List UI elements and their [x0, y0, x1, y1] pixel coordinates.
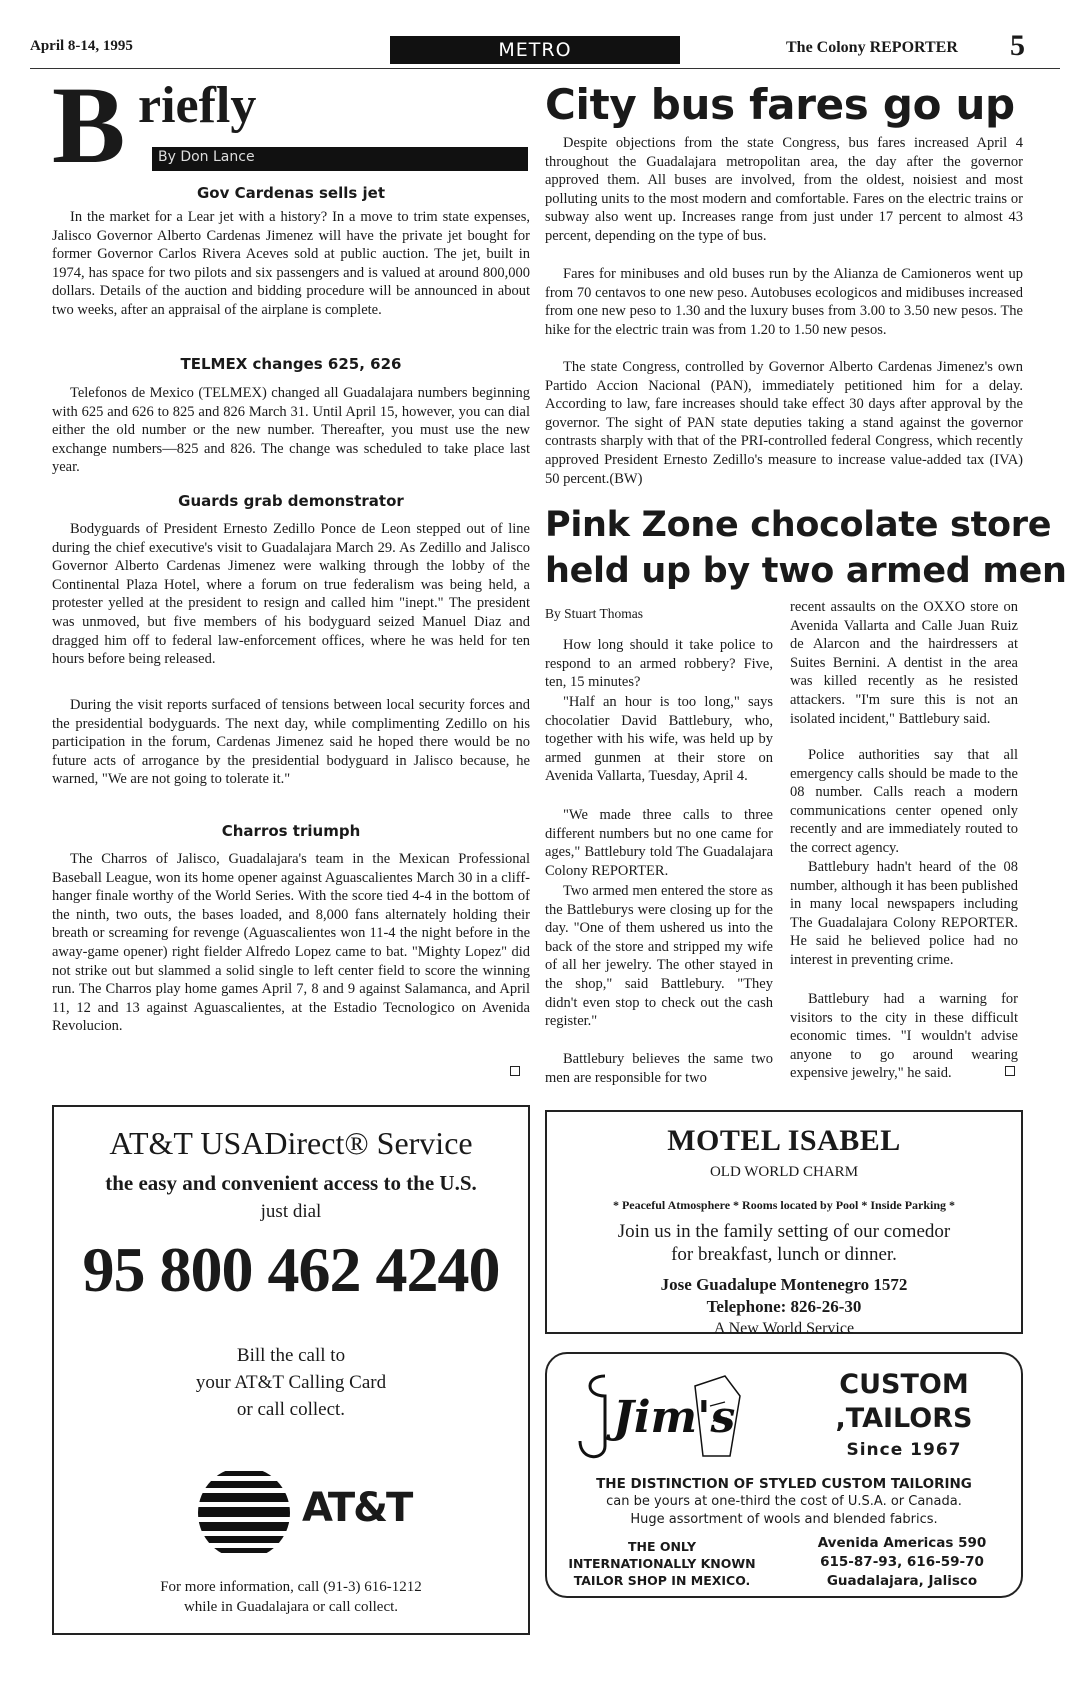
- brief-guards-paragraph-2: During the visit reports surfaced of tensions between local security forces and the presidential bodyguards. The next day, while complimenting Zedillo on his participation in the forum, Cardenas Jimenez said he hoped there would be no future acts of arrogance by the presidential bodyguard in Jalisco because, he warned, "We are not going to tolerate it.": [52, 697, 530, 788]
- att-globe-logo-icon: [194, 1463, 294, 1563]
- motel-slogan: OLD WORLD CHARM: [709, 1164, 859, 1180]
- att-ad-billing-line-3: or call collect.: [236, 1399, 346, 1420]
- jims-fabrics-note: Huge assortment of wools and blended fabrics.: [630, 1512, 938, 1527]
- jims-only-line-2: INTERNATIONALLY KNOWN: [568, 1556, 756, 1571]
- motel-features: * Peaceful Atmosphere * Rooms located by Pool * Inside Parking *: [612, 1198, 956, 1212]
- pink-col1-paragraph-3: "We made three calls to three different numbers but no one came for ages," Battlebury told The Guadalajara Colony REPORTER.: [545, 807, 773, 879]
- att-ad-billing: [54, 1342, 528, 1423]
- att-ad-dial-label: just dial: [260, 1201, 322, 1222]
- brief-telmex-paragraph: Telefonos de Mexico (TELMEX) changed all Guadalajara numbers beginning with 625 and 626 to 825 and 826 March 31. Until April 15, however, you can dial either the old number or the new number. Thereafter, you must use the new exchange numbers—825 and 826. The change was scheduled to take place last year.: [52, 385, 530, 476]
- jims-logo-text: Jim's: [613, 1392, 736, 1443]
- motel-name: MOTEL ISABEL: [667, 1124, 901, 1157]
- pink-zone-byline: By Stuart Thomas: [545, 606, 644, 621]
- brief-heading-jet: Gov Cardenas sells jet: [196, 184, 386, 202]
- motel-address: Jose Guadalupe Montenegro 1572: [660, 1275, 908, 1294]
- briefly-byline: By Don Lance: [158, 149, 255, 165]
- pink-col1-paragraph-1: How long should it take police to respond to an armed robbery? Five, ten, 15 minutes?: [545, 637, 773, 691]
- att-usadirect-ad: [52, 1105, 530, 1635]
- jims-cost-note: can be yours at one-third the cost of U.S.A. or Canada.: [606, 1494, 962, 1509]
- jims-phones: 615-87-93, 616-59-70: [820, 1554, 984, 1570]
- brief-jet-paragraph: In the market for a Lear jet with a history? In a move to trim state expenses, Jalisco Governor Alberto Cardenas Jimenez will have the private jet bought for former Governor Carlos Rivera Aceves sold at public auction. The jet, built in 1974, has space for two pilots and six passengers and is valued at around 800,000 dollars. Details of the auction and bidding procedure will be announced in about two weeks, after an appraisal of the airplane is complete.: [52, 209, 530, 318]
- pink-zone-headline: [545, 502, 1067, 594]
- header-rule: [30, 68, 1060, 69]
- pink-col1-paragraph-4: Two armed men entered the store as the Battleburys were closing up for the day. "One of them ushered us into the back of the store and stripped my wife of all her jewelry. The other stayed in the shop," said Battlebury. "They didn't even stop to check out the cash register.": [545, 883, 773, 1030]
- briefly-title: riefly: [138, 77, 257, 134]
- pink-col2-paragraph-2: Police authorities say that all emergency calls should be made to the 08 number. Calls reach a modern communications center opened only recently and are immediately routed to the correct agency.: [790, 747, 1018, 856]
- brief-guards-paragraph-1: Bodyguards of President Ernesto Zedillo Ponce de Leon stepped out of line during the chief executive's visit to Guadalajara March 29. As Zedillo and Jalisco Governor Alberto Cardenas Jimenez were walking through the lobby of the Continental Plaza Hotel, where a forum on true federalism was being held, a protester yelled at the president to resign and called him "inept." The president was unmoved, but five members of his bodyguard seized Manuel Diaz and dragged him off to federal law-enforcement offices, where he was held for ten hours before being released.: [52, 521, 530, 668]
- att-ad-title: AT&T USADirect® Service: [109, 1125, 473, 1161]
- bus-paragraph-3: The state Congress, controlled by Governor Alberto Cardenas Jimenez's own Partido Accion Nacional (PAN), immediately petitioned him for a delay. According to law, fare increases should take effect 30 days after approval by the governor. The sight of PAN state deputies taking a stand against the governor contrasts sharply with that of the PRI-controlled federal Congress, which recently approved President Ernesto Zedillo's measure to increase value-added tax (IVA) 50 percent.(BW): [545, 359, 1023, 487]
- briefly-byline-bar: [152, 147, 528, 171]
- brief-heading-charros: Charros triumph: [221, 822, 361, 840]
- bus-fares-headline: City bus fares go up: [545, 80, 1015, 129]
- briefly-drop-cap: B: [52, 64, 126, 186]
- pink-col1-paragraph-2: "Half an hour is too long," says chocolatier David Battlebury, who, together with his wife, was held up by armed gunmen at their store on Avenida Vallarta, Tuesday, April 4.: [545, 694, 773, 785]
- motel-invitation-line-2: for breakfast, lunch or dinner.: [671, 1244, 897, 1265]
- jims-tailors-ad: [545, 1352, 1023, 1598]
- att-brand-logo: AT&T: [302, 1485, 412, 1531]
- jims-only-line-1: THE ONLY: [627, 1539, 697, 1554]
- jims-address-line-1: Avenida Americas 590: [817, 1535, 987, 1551]
- att-ad-info-line-1: For more information, call (91-3) 616-1212: [160, 1579, 422, 1595]
- section-banner: METRO: [390, 36, 680, 64]
- motel-isabel-ad: [545, 1110, 1023, 1337]
- newspaper-name: The Colony REPORTER: [786, 39, 958, 56]
- pink-zone-headline-line-2: held up by two armed men: [545, 551, 1067, 591]
- motel-invitation: [547, 1220, 1021, 1266]
- att-ad-info: [54, 1577, 528, 1617]
- motel-phone: Telephone: 826-26-30: [706, 1297, 862, 1316]
- att-ad-info-line-2: while in Guadalajara or call collect.: [183, 1599, 399, 1615]
- att-ad-billing-line-2: your AT&T Calling Card: [195, 1372, 387, 1393]
- issue-date: April 8-14, 1995: [30, 38, 133, 54]
- jims-logo-icon: [565, 1366, 795, 1466]
- end-mark-icon: [510, 1066, 520, 1076]
- jims-only-shop: [557, 1538, 767, 1589]
- jims-since: Since 1967: [846, 1440, 962, 1460]
- motel-contact: [547, 1274, 1021, 1318]
- jims-city: Guadalajara, Jalisco: [826, 1573, 978, 1589]
- att-ad-tagline: the easy and convenient access to the U.S.: [105, 1171, 477, 1195]
- jims-distinction: THE DISTINCTION OF STYLED CUSTOM TAILORING: [596, 1476, 972, 1492]
- jims-address: [787, 1534, 1017, 1591]
- bus-paragraph-1: Despite objections from the state Congress, bus fares increased April 4 throughout the Guadalajara metropolitan area, the day after the governor approved them. All buses are involved, from the oldest, noisiest and most polluting units to the most modern and comfortable. Fares on the electric trains or subway also went up. Increases range from just under 17 percent to almost 43 percent, depending on the type of bus.: [545, 135, 1023, 244]
- jims-custom-tailors: [809, 1368, 999, 1436]
- pink-col2-paragraph-3: Battlebury hadn't heard of the 08 number, although it has been published in many local newspapers including The Guadalajara Colony REPORTER. He said he believed police had no interest in preventing crime.: [790, 859, 1018, 968]
- jims-only-line-3: TAILOR SHOP IN MEXICO.: [573, 1573, 751, 1588]
- pink-col1-paragraph-5: Battlebury believes the same two men are responsible for two: [545, 1051, 773, 1086]
- end-mark-icon: [1005, 1066, 1015, 1076]
- att-ad-phone-number: 95 800 462 4240: [82, 1234, 500, 1305]
- pink-zone-headline-line-1: Pink Zone chocolate store: [545, 505, 1052, 545]
- pink-col2-paragraph-4: Battlebury had a warning for visitors to the city in these difficult economic times. "I wouldn't advise anyone to go around wearing expensive jewelry," he said.: [790, 991, 1018, 1082]
- jims-custom-label: CUSTOM: [839, 1369, 969, 1400]
- att-ad-billing-line-1: Bill the call to: [236, 1345, 346, 1366]
- brief-heading-telmex: TELMEX changes 625, 626: [180, 355, 402, 373]
- pink-col2-paragraph-1: recent assaults on the OXXO store on Avenida Vallarta and Calle Juan Ruiz de Alarcon and the hairdressers at Suites Bernini. A dentist in the area was killed recently as he resisted attackers. "I'm sure this is not an isolated incident," Battlebury said.: [790, 599, 1018, 727]
- jims-tailors-label: ,TAILORS: [835, 1403, 973, 1434]
- motel-invitation-line-1: Join us in the family setting of our comedor: [617, 1221, 951, 1242]
- bus-paragraph-2: Fares for minibuses and old buses run by the Alianza de Camioneros went up from 70 centavos to one new peso. Autobuses ecologicos and midibuses increased from one new peso to 1.30 and the luxury buses from 3.00 to 3.50 new pesos. The hike for the electric train was from 1.20 to 1.50 new pesos.: [545, 266, 1023, 338]
- motel-service-tagline: A New World Service: [713, 1320, 855, 1337]
- page-number: 5: [1010, 29, 1025, 62]
- brief-charros-paragraph: The Charros of Jalisco, Guadalajara's team in the Mexican Professional Baseball League, won its home opener against Aguascalientes March 30 in a cliff-hanger finale worthy of the World Series. With the score tied 4-4 in the bottom of the ninth, two outs, the bases loaded, and 8,000 fans alternately holding their breath or screaming for revenge (Aguascalientes won 11-4 the night before in the away-game opener) right fielder Alfredo Lopez came to bat. "Mighty Lopez" did not strike out but slammed a solid single to left center field to score the winning run. The Charros play home games April 7, 8 and 9 against Salamanca, and April 11, 12 and 13 against Aguascalientes, at the Estadio Tecnologico on Avenida Revolucion.: [52, 851, 530, 1035]
- brief-heading-guards: Guards grab demonstrator: [178, 492, 404, 510]
